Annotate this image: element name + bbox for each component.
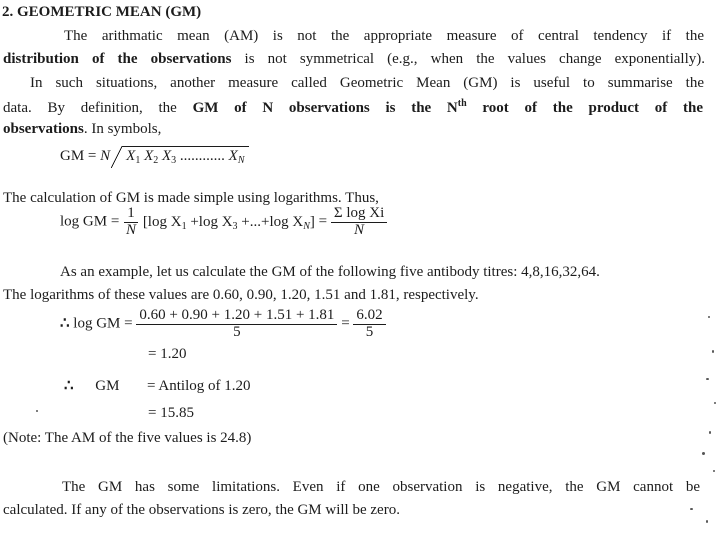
example-calc bbox=[60, 308, 386, 341]
formula-log-lhs: log GM = bbox=[60, 213, 124, 230]
calc-numerator: 0.60 + 0.90 + 1.20 + 1.51 + 1.81 bbox=[136, 308, 337, 325]
calc-result-numerator: 6.02 bbox=[353, 308, 385, 325]
para1-line2-bold: distribution of the observations bbox=[3, 51, 232, 67]
x3-symbol: X bbox=[162, 148, 172, 164]
para1-line4-a: data. By definition, the bbox=[3, 100, 193, 116]
para1-line2 bbox=[3, 51, 705, 68]
fraction-numerator: 1 bbox=[124, 206, 138, 223]
calc-fraction bbox=[136, 308, 337, 341]
para1-line1: The arithmatic mean (AM) is not the appropriate measure of central tendency if the bbox=[64, 28, 704, 44]
x2-symbol: X bbox=[144, 148, 154, 164]
x1-sub: 1 bbox=[135, 155, 141, 166]
calc-result-fraction bbox=[353, 308, 385, 341]
sum-log-numerator: Σ log Xi bbox=[331, 206, 387, 223]
para1-line3: In such situations, another measure called Geometric Mean (GM) is useful to summarise the bbox=[30, 75, 704, 91]
limits-line2: calculated. If any of the observations is zero, the GM will be zero. bbox=[3, 502, 400, 518]
gm-rhs: = Antilog of 1.20 bbox=[147, 378, 251, 394]
x1-symbol: X bbox=[126, 148, 136, 164]
example-step1: = 1.20 bbox=[148, 346, 187, 362]
para1-line4-c: root of the product of the bbox=[466, 100, 703, 116]
formula-root-index: N bbox=[100, 148, 111, 164]
log-sum-bracket: [log $X_1 +\log$ $X_3 +...+\log$ $X_N$] bbox=[142, 213, 315, 232]
example-line2: The logarithms of these values are 0.60, 0.90, 1.20, 1.51 and 1.81, respectively. bbox=[3, 287, 479, 303]
para1-line4-sup: th bbox=[457, 98, 467, 109]
para1-line2-rest: is not symmetrical (e.g., when the values change exponentially). bbox=[231, 51, 706, 67]
para1-line5-rest: . In symbols, bbox=[83, 121, 162, 137]
para1-line5-bold: observations bbox=[3, 121, 84, 137]
xn-symbol: X bbox=[228, 148, 238, 164]
fraction-1-over-n bbox=[123, 206, 139, 239]
formula-log-eq: = bbox=[318, 213, 328, 230]
x2-sub: 2 bbox=[153, 155, 159, 166]
note: (Note: The AM of the five values is 24.8) bbox=[3, 430, 252, 446]
formula-gm-root bbox=[60, 146, 249, 166]
para1-line4-b: GM of N observations is the N bbox=[192, 100, 458, 116]
xn-sub: N bbox=[237, 155, 245, 166]
calc-result-denominator: 5 bbox=[365, 323, 374, 340]
section-title: GEOMETRIC MEAN (GM) bbox=[17, 4, 202, 20]
section-number: 2. bbox=[2, 4, 14, 20]
sum-log-denominator: N bbox=[354, 221, 365, 238]
gm-lhs: GM bbox=[95, 378, 120, 394]
example-gm-row bbox=[64, 376, 251, 395]
radical bbox=[122, 146, 248, 166]
example-step2: = 15.85 bbox=[148, 405, 194, 421]
formula-gm-lhs: GM = bbox=[60, 148, 101, 164]
example-line1: As an example, let us calculate the GM of the following five antibody titres: 4,8,16,32,64. bbox=[60, 264, 600, 280]
fraction-denominator: N bbox=[126, 221, 137, 238]
fraction-sum-log bbox=[331, 206, 387, 239]
formula-log-gm bbox=[60, 206, 387, 239]
limits-line1: The GM has some limitations. Even if one observation is negative, the GM cannot be bbox=[62, 479, 700, 495]
therefore-symbol-2: ∴ bbox=[64, 378, 74, 394]
calc-lhs: log GM = bbox=[73, 315, 133, 332]
calc-eq: = bbox=[341, 315, 350, 332]
section-heading bbox=[2, 4, 201, 21]
para1-line4 bbox=[3, 98, 703, 117]
therefore-symbol: ∴ bbox=[60, 315, 70, 332]
product-dots: ............ bbox=[179, 148, 225, 164]
calc-denominator: 5 bbox=[233, 323, 241, 340]
x3-sub: 3 bbox=[171, 155, 177, 166]
para2-line1: The calculation of GM is made simple using logarithms. Thus, bbox=[3, 190, 379, 206]
para1-line5 bbox=[3, 121, 161, 138]
